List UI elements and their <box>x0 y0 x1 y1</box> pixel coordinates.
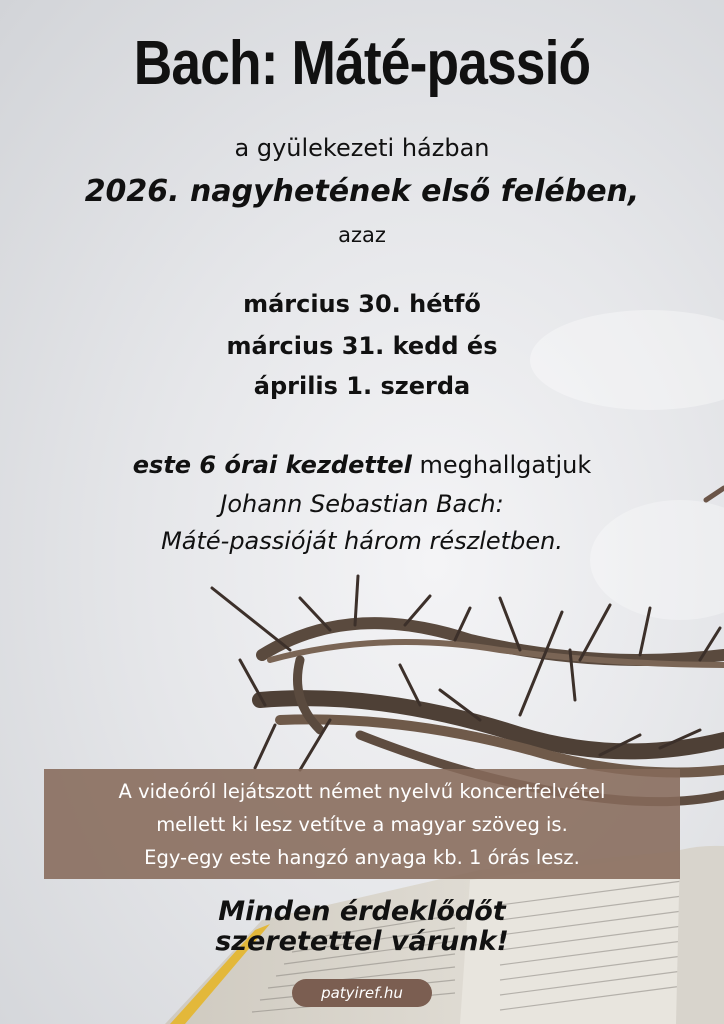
period-line: 2026. nagyhetének első felében, <box>84 174 640 209</box>
connector-text: azaz <box>338 223 386 247</box>
start-time-emphasis: este 6 órai kezdettel <box>132 451 412 479</box>
start-time-line <box>0 451 724 479</box>
welcome-line: Minden érdeklődőt <box>218 896 506 927</box>
composer-line: Johann Sebastian Bach: <box>220 490 504 518</box>
venue-subtitle: a gyülekezeti házban <box>234 134 490 162</box>
poster-title: Bach: Máté-passió <box>133 29 591 98</box>
welcome-line: szeretettel várunk! <box>215 926 509 957</box>
work-line: Máté-passióját három részletben. <box>161 527 563 555</box>
info-box <box>44 769 680 879</box>
listen-text: meghallgatjuk <box>411 451 592 479</box>
date-wednesday: április 1. szerda <box>253 372 471 400</box>
date-monday: március 30. hétfő <box>243 290 481 318</box>
website-badge: patyiref.hu <box>292 979 432 1007</box>
date-tuesday: március 31. kedd és <box>226 332 498 360</box>
info-line: A videóról lejátszott német nyelvű koncertfelvétel <box>118 780 606 803</box>
info-line: mellett ki lesz vetítve a magyar szöveg is. <box>156 813 568 836</box>
info-line: Egy-egy este hangzó anyaga kb. 1 órás lesz. <box>144 846 580 869</box>
